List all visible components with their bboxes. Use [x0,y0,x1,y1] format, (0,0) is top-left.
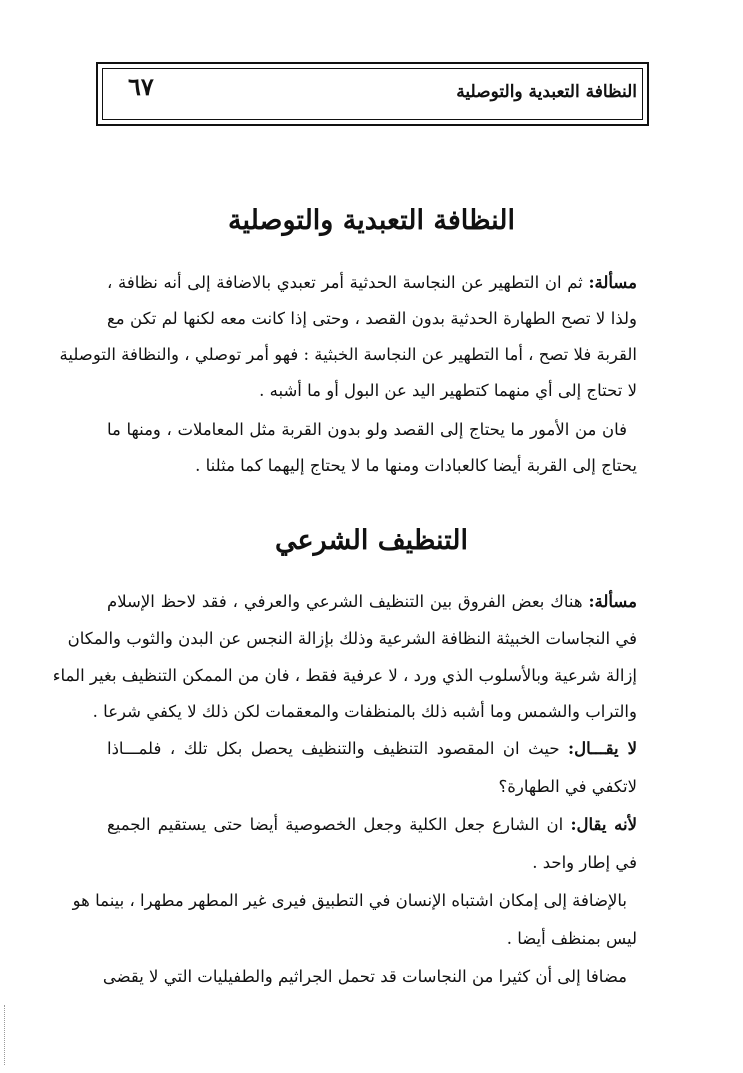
text-line: في النجاسات الخبيثة النظافة الشرعية وذلك بإزالة النجس عن البدن والثوب والمكان [67,629,637,648]
mas-ala-label: مسألة: [588,592,637,611]
running-header-title: النظافة التعبدية والتوصلية [456,82,637,102]
text-line: فان من الأمور ما يحتاج إلى القصد ولو بدون القربة مثل المعاملات ، ومنها ما [107,420,627,439]
text-line: بالإضافة إلى إمكان اشتباه الإنسان في التطبيق فيرى غير المطهر مطهرا ، بينما هو [72,891,627,910]
text-line: لاتكفي في الطهارة؟ [498,777,637,796]
reply-label: لأنه يقال: [570,815,638,834]
text-line: لأنه يقال: ان الشارع جعل الكلية وجعل الخصوصية أيضا حتى يستقيم الجميع [107,815,638,834]
text-line: ولذا لا تصح الطهارة الحدثية بدون القصد ، وحتى إذا كانت معه لكنها لم تكن مع [107,309,637,328]
text-line: يحتاج إلى القربة أيضا كالعبادات ومنها ما لا يحتاج إليهما كما مثلنا . [195,456,637,475]
text-line: في إطار واحد . [532,853,637,872]
text-line: القربة فلا تصح ، أما التطهير عن النجاسة الخبثية : فهو أمر توصلي ، والنظافة التوصلية [59,345,637,364]
text-line: لا تحتاج إلى أي منهما كتطهير اليد عن البول أو ما أشبه . [259,381,637,400]
scan-edge-marks [4,1005,7,1065]
text-line: والتراب والشمس وما أشبه ذلك بالمنظفات والمعقمات لكن ذلك لا يكفي شرعا . [92,702,637,721]
text-line: مسألة: ثم ان التطهير عن النجاسة الحدثية أمر تعبدي بالاضافة إلى أنه نظافة ، [107,273,637,292]
text-line: إزالة شرعية وبالأسلوب الذي ورد ، لا عرفية فقط ، فان من الممكن التنظيف بغير الماء [52,666,637,685]
section-title-ritual-cleanliness: النظافة التعبدية والتوصلية [228,205,515,236]
section-title-legal-cleaning: التنظيف الشرعي [275,525,468,556]
text-line: مضافا إلى أن كثيرا من النجاسات قد تحمل الجراثيم والطفيليات التي لا يقضى [102,967,627,986]
text-line: ليس بمنظف أيضا . [506,929,637,948]
text-line: لا يقـــال: حيث ان المقصود التنظيف والتنظيف يحصل بكل تلك ، فلمـــاذا [107,739,637,758]
objection-label: لا يقـــال: [568,739,637,758]
mas-ala-label: مسألة: [588,273,637,292]
page-number: ٦٧ [128,72,154,101]
running-header [96,62,649,126]
text-line: مسألة: هناك بعض الفروق بين التنظيف الشرعي والعرفي ، فقد لاحظ الإسلام [107,592,637,611]
